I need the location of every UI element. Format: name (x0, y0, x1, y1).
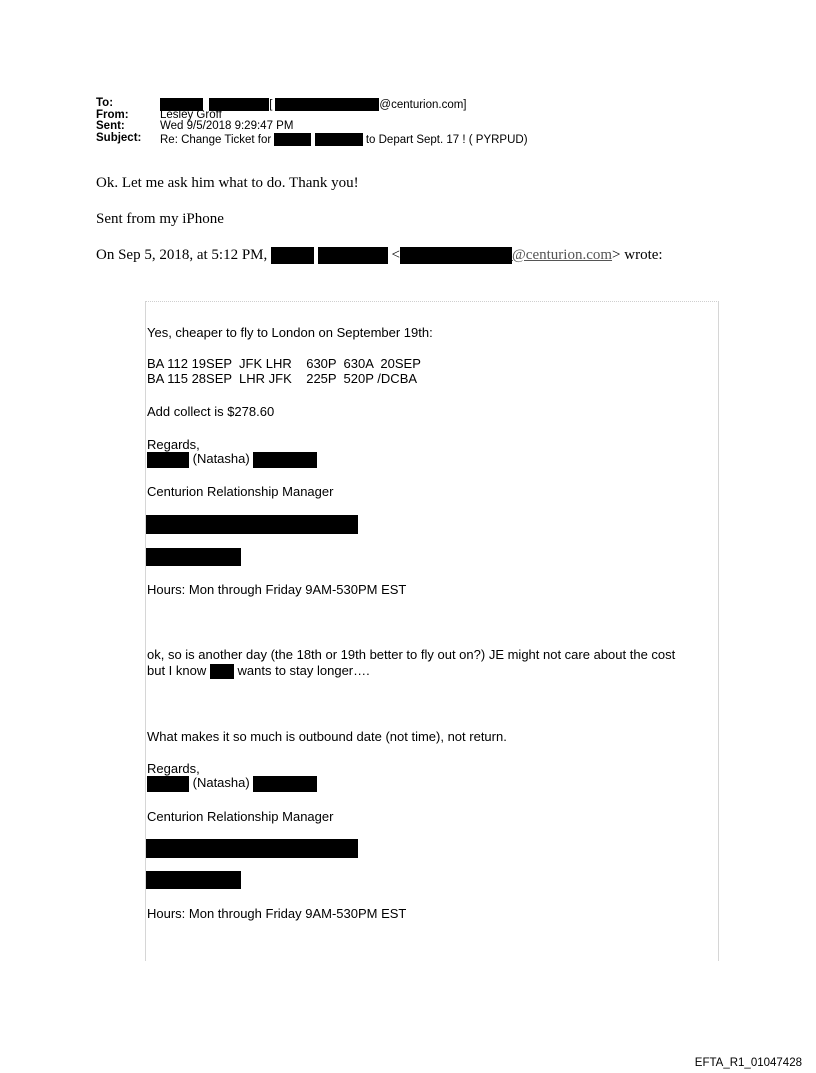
redaction-bar (146, 839, 358, 858)
subject-suffix: to Depart Sept. 17 ! ( PYRPUD) (365, 133, 528, 146)
subject-label: Subject: (96, 131, 142, 144)
flight-line-1: BA 112 19SEP JFK LHR 630P 630A 20SEP (147, 356, 421, 371)
sent-value: Wed 9/5/2018 9:29:47 PM (160, 120, 294, 132)
msg2-line-1: ok, so is another day (the 18th or 19th better to fly out on?) JE might not care about the cost (147, 647, 676, 662)
hours-2: Hours: Mon through Friday 9AM-530PM EST (147, 906, 407, 921)
redaction-bar (275, 98, 379, 111)
role-1: Centurion Relationship Manager (147, 484, 334, 499)
redaction-bar (318, 247, 388, 264)
role-2: Centurion Relationship Manager (147, 809, 334, 824)
redaction-bar (146, 548, 241, 566)
regards-1: Regards, (147, 437, 200, 452)
redaction-bar (274, 133, 311, 146)
natasha-1: (Natasha) (192, 451, 250, 466)
redaction-bar (253, 776, 317, 792)
from-value: Lesley Groff (160, 108, 222, 121)
subject-value (160, 133, 528, 147)
to-open-bracket: [ (269, 99, 273, 111)
reply-signature: Sent from my iPhone (96, 211, 224, 227)
redaction-bar (271, 247, 314, 264)
msg2-suffix: wants to stay longer…. (237, 663, 370, 678)
sender-name-2 (147, 775, 317, 792)
subject-prefix: Re: Change Ticket for (160, 133, 272, 146)
attribution-wrote: > wrote: (612, 247, 663, 263)
hours-1: Hours: Mon through Friday 9AM-530PM EST (147, 582, 407, 597)
to-domain: @centurion.com] (379, 99, 467, 111)
to-label: To: (96, 97, 114, 109)
attribution-prefix: On Sep 5, 2018, at 5:12 PM, (96, 247, 268, 263)
msg2-line-2 (147, 663, 370, 679)
redaction-bar (147, 776, 189, 792)
redaction-bar (210, 664, 234, 679)
reply-attribution (96, 247, 663, 264)
sender-name-1 (147, 451, 317, 468)
sent-label: Sent: (96, 120, 125, 132)
natasha-2: (Natasha) (192, 775, 250, 790)
attribution-lt: < (391, 247, 400, 263)
redaction-bar (315, 133, 363, 146)
redaction-bar (147, 452, 189, 468)
flight-line-2: BA 115 28SEP LHR JFK 225P 520P /DCBA (147, 371, 418, 386)
bates-number: EFTA_R1_01047428 (694, 1057, 802, 1069)
redaction-bar (253, 452, 317, 468)
regards-2: Regards, (147, 761, 200, 776)
redaction-bar (400, 247, 512, 264)
from-label: From: (96, 108, 129, 121)
redaction-bar (146, 515, 358, 534)
quoted-message-box (145, 301, 719, 961)
quote-intro: Yes, cheaper to fly to London on September 19th: (147, 325, 433, 340)
add-collect: Add collect is $278.60 (147, 404, 275, 419)
email-link[interactable]: @centurion.com (511, 247, 613, 263)
msg2-prefix: but I know (147, 663, 207, 678)
msg3-body: What makes it so much is outbound date (not time), not return. (147, 729, 507, 744)
reply-line: Ok. Let me ask him what to do. Thank you! (96, 175, 359, 191)
redaction-bar (146, 871, 241, 889)
